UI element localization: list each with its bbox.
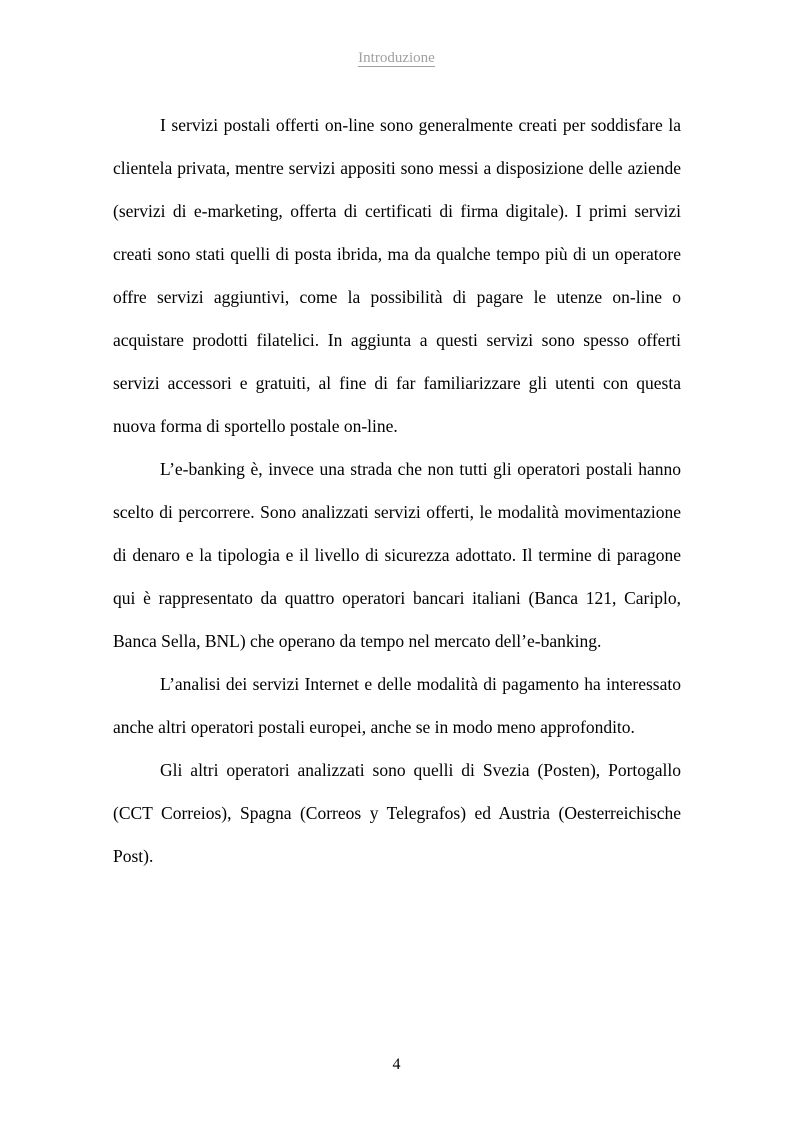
document-body <box>113 104 681 878</box>
paragraph-1: I servizi postali offerti on-line sono generalmente creati per soddisfare la clientela privata, mentre servizi appositi sono messi a disposizione delle aziende (servizi di e-marketing, offerta di certificati di firma digitale). I primi servizi creati sono stati quelli di posta ibrida, ma da qualche tempo più di un operatore offre servizi aggiuntivi, come la possibilità di pagare le utenze on-line o acquistare prodotti filatelici. In aggiunta a questi servizi sono spesso offerti servizi accessori e gratuiti, al fine di far familiarizzare gli utenti con questa nuova forma di sportello postale on-line. <box>113 115 681 436</box>
paragraph-4: Gli altri operatori analizzati sono quelli di Svezia (Posten), Portogallo (CCT Correios), Spagna (Correos y Telegrafos) ed Austria (Oesterreichische Post). <box>113 760 681 866</box>
paragraph-3: L’analisi dei servizi Internet e delle modalità di pagamento ha interessato anche altri operatori postali europei, anche se in modo meno approfondito. <box>113 674 681 737</box>
paragraph-2: L’e-banking è, invece una strada che non tutti gli operatori postali hanno scelto di percorrere. Sono analizzati servizi offerti, le modalità movimentazione di denaro e la tipologia e il livello di sicurezza adottato. Il termine di paragone qui è rappresentato da quattro operatori bancari italiani (Banca 121, Cariplo, Banca Sella, BNL) che operano da tempo nel mercato dell’e-banking. <box>113 459 681 651</box>
running-header <box>0 48 793 68</box>
running-header-title: Introduzione <box>358 50 435 66</box>
page-number: 4 <box>392 1056 401 1073</box>
